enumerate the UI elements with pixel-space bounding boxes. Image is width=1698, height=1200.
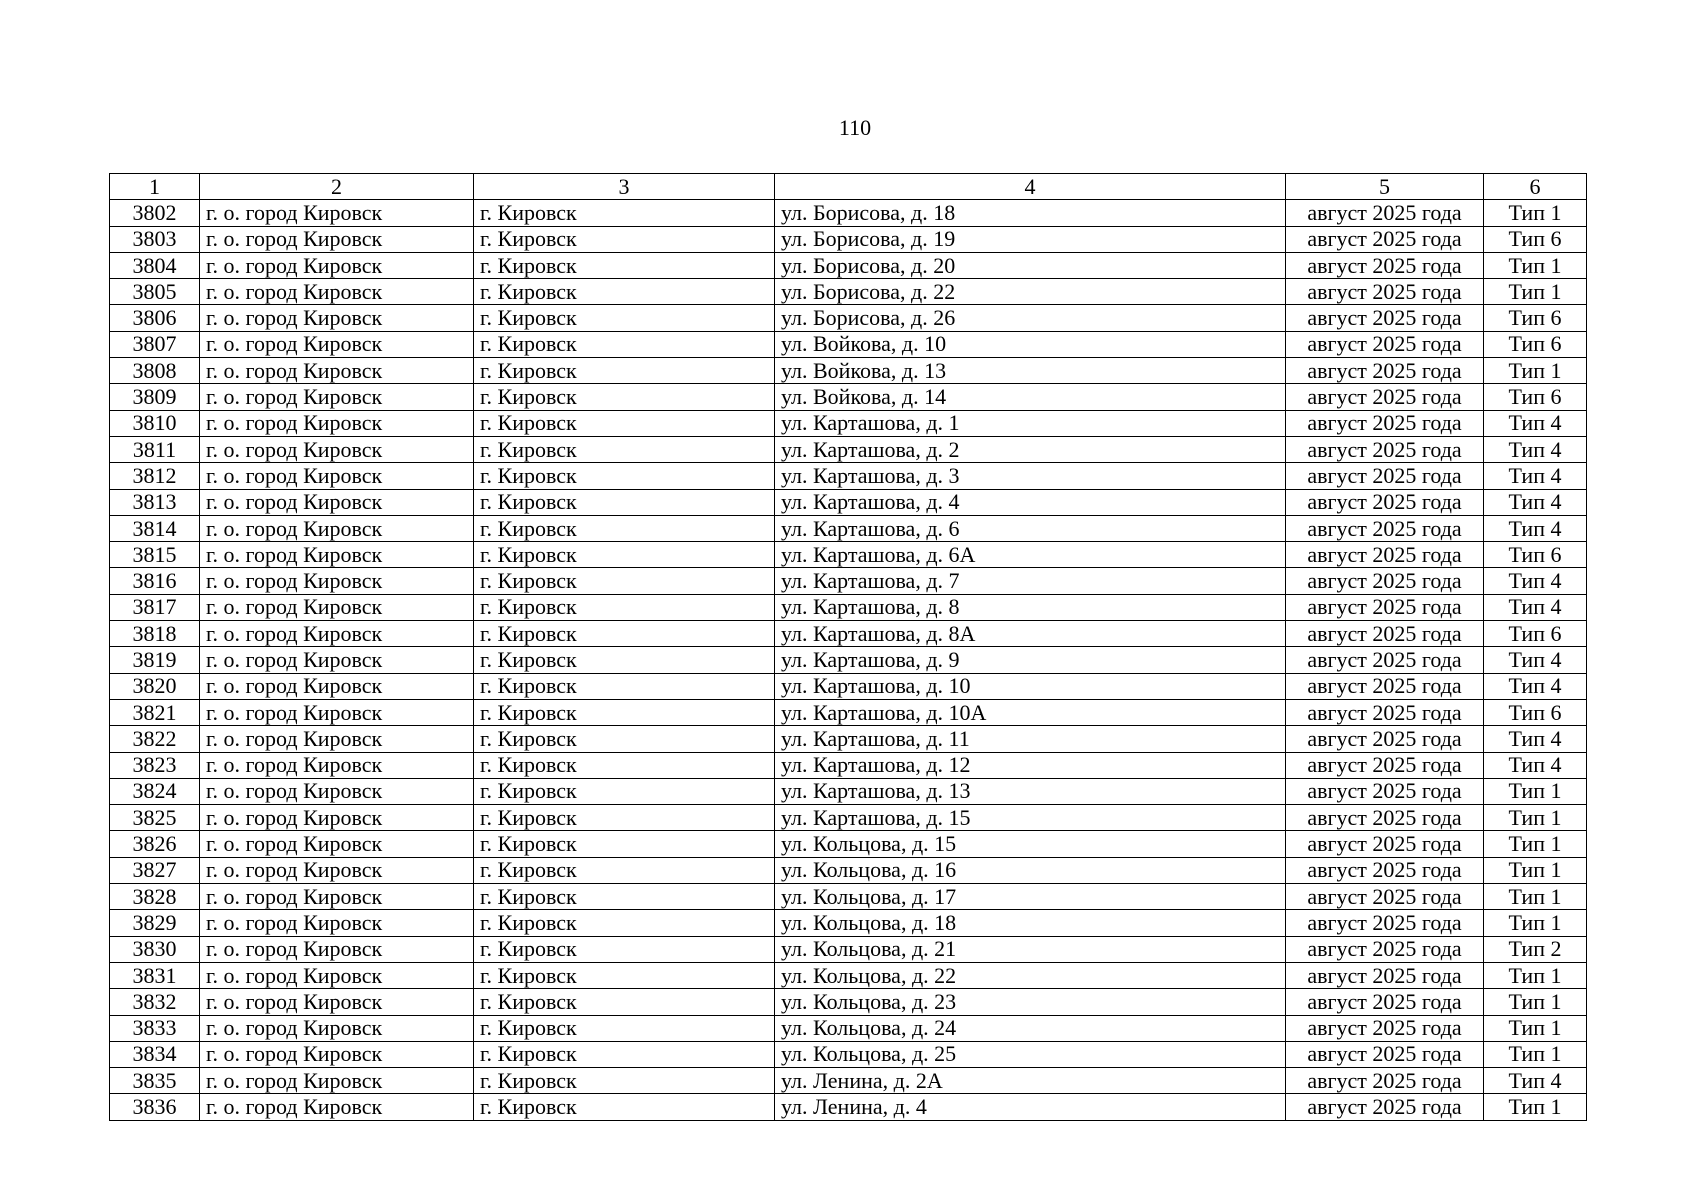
table-row xyxy=(110,436,1587,462)
settlement-cell: г. Кировск xyxy=(474,989,775,1015)
table-row xyxy=(110,1094,1587,1120)
municipality-cell: г. о. город Кировск xyxy=(200,962,474,988)
municipality-cell: г. о. город Кировск xyxy=(200,331,474,357)
column-header-2: 2 xyxy=(200,174,474,200)
row-number-cell: 3808 xyxy=(110,358,200,384)
table-row xyxy=(110,910,1587,936)
type-cell: Тип 4 xyxy=(1484,673,1587,699)
type-cell: Тип 4 xyxy=(1484,752,1587,778)
type-cell: Тип 1 xyxy=(1484,1015,1587,1041)
type-cell: Тип 1 xyxy=(1484,857,1587,883)
type-cell: Тип 1 xyxy=(1484,910,1587,936)
type-cell: Тип 6 xyxy=(1484,226,1587,252)
row-number-cell: 3806 xyxy=(110,305,200,331)
table-row xyxy=(110,621,1587,647)
address-cell: ул. Карташова, д. 3 xyxy=(775,463,1286,489)
period-cell: август 2025 года xyxy=(1286,200,1484,226)
table-row xyxy=(110,1068,1587,1094)
row-number-cell: 3822 xyxy=(110,726,200,752)
table-row xyxy=(110,226,1587,252)
address-cell: ул. Кольцова, д. 16 xyxy=(775,857,1286,883)
municipality-cell: г. о. город Кировск xyxy=(200,831,474,857)
type-cell: Тип 1 xyxy=(1484,1094,1587,1120)
settlement-cell: г. Кировск xyxy=(474,621,775,647)
settlement-cell: г. Кировск xyxy=(474,200,775,226)
settlement-cell: г. Кировск xyxy=(474,962,775,988)
municipality-cell: г. о. город Кировск xyxy=(200,1015,474,1041)
settlement-cell: г. Кировск xyxy=(474,331,775,357)
table-row xyxy=(110,989,1587,1015)
table-row xyxy=(110,1041,1587,1067)
settlement-cell: г. Кировск xyxy=(474,726,775,752)
settlement-cell: г. Кировск xyxy=(474,305,775,331)
table-row xyxy=(110,673,1587,699)
row-number-cell: 3836 xyxy=(110,1094,200,1120)
period-cell: август 2025 года xyxy=(1286,857,1484,883)
address-cell: ул. Войкова, д. 14 xyxy=(775,384,1286,410)
address-cell: ул. Карташова, д. 13 xyxy=(775,778,1286,804)
address-cell: ул. Карташова, д. 7 xyxy=(775,568,1286,594)
settlement-cell: г. Кировск xyxy=(474,857,775,883)
settlement-cell: г. Кировск xyxy=(474,568,775,594)
row-number-cell: 3828 xyxy=(110,884,200,910)
settlement-cell: г. Кировск xyxy=(474,542,775,568)
row-number-cell: 3803 xyxy=(110,226,200,252)
row-number-cell: 3815 xyxy=(110,542,200,568)
type-cell: Тип 1 xyxy=(1484,200,1587,226)
municipality-cell: г. о. город Кировск xyxy=(200,226,474,252)
period-cell: август 2025 года xyxy=(1286,1015,1484,1041)
settlement-cell: г. Кировск xyxy=(474,752,775,778)
settlement-cell: г. Кировск xyxy=(474,699,775,725)
table-row xyxy=(110,726,1587,752)
municipality-cell: г. о. город Кировск xyxy=(200,252,474,278)
row-number-cell: 3809 xyxy=(110,384,200,410)
address-cell: ул. Карташова, д. 6 xyxy=(775,515,1286,541)
municipality-cell: г. о. город Кировск xyxy=(200,200,474,226)
municipality-cell: г. о. город Кировск xyxy=(200,594,474,620)
period-cell: август 2025 года xyxy=(1286,621,1484,647)
municipality-cell: г. о. город Кировск xyxy=(200,384,474,410)
period-cell: август 2025 года xyxy=(1286,252,1484,278)
address-cell: ул. Карташова, д. 10 xyxy=(775,673,1286,699)
municipality-cell: г. о. город Кировск xyxy=(200,1068,474,1094)
row-number-cell: 3805 xyxy=(110,279,200,305)
settlement-cell: г. Кировск xyxy=(474,515,775,541)
settlement-cell: г. Кировск xyxy=(474,778,775,804)
address-cell: ул. Кольцова, д. 24 xyxy=(775,1015,1286,1041)
row-number-cell: 3814 xyxy=(110,515,200,541)
municipality-cell: г. о. город Кировск xyxy=(200,989,474,1015)
municipality-cell: г. о. город Кировск xyxy=(200,857,474,883)
municipality-cell: г. о. город Кировск xyxy=(200,884,474,910)
municipality-cell: г. о. город Кировск xyxy=(200,279,474,305)
table-row xyxy=(110,831,1587,857)
row-number-cell: 3826 xyxy=(110,831,200,857)
period-cell: август 2025 года xyxy=(1286,226,1484,252)
type-cell: Тип 6 xyxy=(1484,331,1587,357)
address-cell: ул. Кольцова, д. 17 xyxy=(775,884,1286,910)
row-number-cell: 3833 xyxy=(110,1015,200,1041)
address-cell: ул. Кольцова, д. 23 xyxy=(775,989,1286,1015)
type-cell: Тип 4 xyxy=(1484,489,1587,515)
municipality-cell: г. о. город Кировск xyxy=(200,436,474,462)
type-cell: Тип 4 xyxy=(1484,463,1587,489)
period-cell: август 2025 года xyxy=(1286,279,1484,305)
address-cell: ул. Карташова, д. 8 xyxy=(775,594,1286,620)
table-row xyxy=(110,515,1587,541)
table-row xyxy=(110,568,1587,594)
type-cell: Тип 4 xyxy=(1484,1068,1587,1094)
address-cell: ул. Карташова, д. 15 xyxy=(775,805,1286,831)
period-cell: август 2025 года xyxy=(1286,568,1484,594)
period-cell: август 2025 года xyxy=(1286,989,1484,1015)
type-cell: Тип 1 xyxy=(1484,989,1587,1015)
row-number-cell: 3807 xyxy=(110,331,200,357)
period-cell: август 2025 года xyxy=(1286,1068,1484,1094)
period-cell: август 2025 года xyxy=(1286,910,1484,936)
address-cell: ул. Кольцова, д. 18 xyxy=(775,910,1286,936)
settlement-cell: г. Кировск xyxy=(474,884,775,910)
table-row xyxy=(110,936,1587,962)
type-cell: Тип 6 xyxy=(1484,305,1587,331)
period-cell: август 2025 года xyxy=(1286,962,1484,988)
row-number-cell: 3824 xyxy=(110,778,200,804)
table-row xyxy=(110,252,1587,278)
address-cell: ул. Войкова, д. 13 xyxy=(775,358,1286,384)
address-cell: ул. Борисова, д. 26 xyxy=(775,305,1286,331)
column-header-6: 6 xyxy=(1484,174,1587,200)
row-number-cell: 3832 xyxy=(110,989,200,1015)
municipality-cell: г. о. город Кировск xyxy=(200,778,474,804)
row-number-cell: 3804 xyxy=(110,252,200,278)
type-cell: Тип 1 xyxy=(1484,1041,1587,1067)
type-cell: Тип 1 xyxy=(1484,884,1587,910)
row-number-cell: 3816 xyxy=(110,568,200,594)
municipality-cell: г. о. город Кировск xyxy=(200,463,474,489)
table-row xyxy=(110,384,1587,410)
address-cell: ул. Кольцова, д. 22 xyxy=(775,962,1286,988)
type-cell: Тип 6 xyxy=(1484,699,1587,725)
period-cell: август 2025 года xyxy=(1286,489,1484,515)
settlement-cell: г. Кировск xyxy=(474,647,775,673)
municipality-cell: г. о. город Кировск xyxy=(200,542,474,568)
settlement-cell: г. Кировск xyxy=(474,1015,775,1041)
row-number-cell: 3823 xyxy=(110,752,200,778)
column-header-4: 4 xyxy=(775,174,1286,200)
type-cell: Тип 6 xyxy=(1484,621,1587,647)
settlement-cell: г. Кировск xyxy=(474,463,775,489)
municipality-cell: г. о. город Кировск xyxy=(200,752,474,778)
table-row xyxy=(110,594,1587,620)
period-cell: август 2025 года xyxy=(1286,331,1484,357)
municipality-cell: г. о. город Кировск xyxy=(200,358,474,384)
table-row xyxy=(110,778,1587,804)
row-number-cell: 3834 xyxy=(110,1041,200,1067)
type-cell: Тип 4 xyxy=(1484,436,1587,462)
table-row xyxy=(110,752,1587,778)
type-cell: Тип 1 xyxy=(1484,831,1587,857)
column-header-3: 3 xyxy=(474,174,775,200)
municipality-cell: г. о. город Кировск xyxy=(200,489,474,515)
row-number-cell: 3821 xyxy=(110,699,200,725)
row-number-cell: 3829 xyxy=(110,910,200,936)
table-row xyxy=(110,962,1587,988)
row-number-cell: 3820 xyxy=(110,673,200,699)
type-cell: Тип 1 xyxy=(1484,279,1587,305)
period-cell: август 2025 года xyxy=(1286,673,1484,699)
period-cell: август 2025 года xyxy=(1286,699,1484,725)
settlement-cell: г. Кировск xyxy=(474,1041,775,1067)
housing-registry-table xyxy=(109,173,1587,1121)
type-cell: Тип 1 xyxy=(1484,805,1587,831)
row-number-cell: 3830 xyxy=(110,936,200,962)
period-cell: август 2025 года xyxy=(1286,305,1484,331)
row-number-cell: 3811 xyxy=(110,436,200,462)
address-cell: ул. Карташова, д. 1 xyxy=(775,410,1286,436)
settlement-cell: г. Кировск xyxy=(474,1068,775,1094)
row-number-cell: 3831 xyxy=(110,962,200,988)
address-cell: ул. Карташова, д. 12 xyxy=(775,752,1286,778)
municipality-cell: г. о. город Кировск xyxy=(200,621,474,647)
period-cell: август 2025 года xyxy=(1286,1041,1484,1067)
type-cell: Тип 1 xyxy=(1484,778,1587,804)
table-row xyxy=(110,200,1587,226)
settlement-cell: г. Кировск xyxy=(474,831,775,857)
period-cell: август 2025 года xyxy=(1286,384,1484,410)
period-cell: август 2025 года xyxy=(1286,752,1484,778)
address-cell: ул. Карташова, д. 10А xyxy=(775,699,1286,725)
address-cell: ул. Борисова, д. 18 xyxy=(775,200,1286,226)
settlement-cell: г. Кировск xyxy=(474,910,775,936)
type-cell: Тип 6 xyxy=(1484,384,1587,410)
period-cell: август 2025 года xyxy=(1286,515,1484,541)
table-row xyxy=(110,463,1587,489)
type-cell: Тип 1 xyxy=(1484,252,1587,278)
settlement-cell: г. Кировск xyxy=(474,489,775,515)
municipality-cell: г. о. город Кировск xyxy=(200,936,474,962)
address-cell: ул. Борисова, д. 19 xyxy=(775,226,1286,252)
row-number-cell: 3810 xyxy=(110,410,200,436)
type-cell: Тип 2 xyxy=(1484,936,1587,962)
municipality-cell: г. о. город Кировск xyxy=(200,699,474,725)
address-cell: ул. Карташова, д. 8А xyxy=(775,621,1286,647)
period-cell: август 2025 года xyxy=(1286,410,1484,436)
table-row xyxy=(110,884,1587,910)
table-header-row xyxy=(110,174,1587,200)
settlement-cell: г. Кировск xyxy=(474,436,775,462)
address-cell: ул. Кольцова, д. 15 xyxy=(775,831,1286,857)
municipality-cell: г. о. город Кировск xyxy=(200,805,474,831)
address-cell: ул. Ленина, д. 4 xyxy=(775,1094,1286,1120)
settlement-cell: г. Кировск xyxy=(474,673,775,699)
type-cell: Тип 6 xyxy=(1484,542,1587,568)
row-number-cell: 3827 xyxy=(110,857,200,883)
column-header-5: 5 xyxy=(1286,174,1484,200)
row-number-cell: 3802 xyxy=(110,200,200,226)
address-cell: ул. Карташова, д. 6А xyxy=(775,542,1286,568)
address-cell: ул. Ленина, д. 2А xyxy=(775,1068,1286,1094)
address-cell: ул. Кольцова, д. 25 xyxy=(775,1041,1286,1067)
page-number: 110 xyxy=(838,115,872,140)
settlement-cell: г. Кировск xyxy=(474,1094,775,1120)
settlement-cell: г. Кировск xyxy=(474,358,775,384)
address-cell: ул. Борисова, д. 20 xyxy=(775,252,1286,278)
period-cell: август 2025 года xyxy=(1286,884,1484,910)
type-cell: Тип 4 xyxy=(1484,594,1587,620)
row-number-cell: 3818 xyxy=(110,621,200,647)
row-number-cell: 3817 xyxy=(110,594,200,620)
period-cell: август 2025 года xyxy=(1286,726,1484,752)
period-cell: август 2025 года xyxy=(1286,647,1484,673)
period-cell: август 2025 года xyxy=(1286,831,1484,857)
municipality-cell: г. о. город Кировск xyxy=(200,673,474,699)
municipality-cell: г. о. город Кировск xyxy=(200,410,474,436)
table-row xyxy=(110,410,1587,436)
table-row xyxy=(110,857,1587,883)
municipality-cell: г. о. город Кировск xyxy=(200,1094,474,1120)
settlement-cell: г. Кировск xyxy=(474,936,775,962)
table-body xyxy=(110,200,1587,1120)
type-cell: Тип 4 xyxy=(1484,568,1587,594)
row-number-cell: 3819 xyxy=(110,647,200,673)
address-cell: ул. Карташова, д. 4 xyxy=(775,489,1286,515)
table-row xyxy=(110,542,1587,568)
municipality-cell: г. о. город Кировск xyxy=(200,568,474,594)
settlement-cell: г. Кировск xyxy=(474,805,775,831)
settlement-cell: г. Кировск xyxy=(474,384,775,410)
table-row xyxy=(110,358,1587,384)
row-number-cell: 3813 xyxy=(110,489,200,515)
settlement-cell: г. Кировск xyxy=(474,279,775,305)
address-cell: ул. Войкова, д. 10 xyxy=(775,331,1286,357)
table-row xyxy=(110,331,1587,357)
settlement-cell: г. Кировск xyxy=(474,252,775,278)
period-cell: август 2025 года xyxy=(1286,936,1484,962)
row-number-cell: 3812 xyxy=(110,463,200,489)
address-cell: ул. Карташова, д. 11 xyxy=(775,726,1286,752)
type-cell: Тип 4 xyxy=(1484,647,1587,673)
table-row xyxy=(110,489,1587,515)
period-cell: август 2025 года xyxy=(1286,358,1484,384)
type-cell: Тип 1 xyxy=(1484,962,1587,988)
address-cell: ул. Карташова, д. 2 xyxy=(775,436,1286,462)
address-cell: ул. Карташова, д. 9 xyxy=(775,647,1286,673)
period-cell: август 2025 года xyxy=(1286,805,1484,831)
municipality-cell: г. о. город Кировск xyxy=(200,515,474,541)
municipality-cell: г. о. город Кировск xyxy=(200,305,474,331)
period-cell: август 2025 года xyxy=(1286,542,1484,568)
period-cell: август 2025 года xyxy=(1286,463,1484,489)
type-cell: Тип 1 xyxy=(1484,358,1587,384)
column-header-1: 1 xyxy=(110,174,200,200)
period-cell: август 2025 года xyxy=(1286,594,1484,620)
table-row xyxy=(110,305,1587,331)
table-row xyxy=(110,1015,1587,1041)
settlement-cell: г. Кировск xyxy=(474,594,775,620)
table-row xyxy=(110,647,1587,673)
table-row xyxy=(110,805,1587,831)
type-cell: Тип 4 xyxy=(1484,410,1587,436)
row-number-cell: 3835 xyxy=(110,1068,200,1094)
row-number-cell: 3825 xyxy=(110,805,200,831)
address-cell: ул. Борисова, д. 22 xyxy=(775,279,1286,305)
municipality-cell: г. о. город Кировск xyxy=(200,726,474,752)
settlement-cell: г. Кировск xyxy=(474,410,775,436)
municipality-cell: г. о. город Кировск xyxy=(200,1041,474,1067)
type-cell: Тип 4 xyxy=(1484,515,1587,541)
municipality-cell: г. о. город Кировск xyxy=(200,910,474,936)
period-cell: август 2025 года xyxy=(1286,436,1484,462)
table-row xyxy=(110,279,1587,305)
address-cell: ул. Кольцова, д. 21 xyxy=(775,936,1286,962)
type-cell: Тип 4 xyxy=(1484,726,1587,752)
settlement-cell: г. Кировск xyxy=(474,226,775,252)
period-cell: август 2025 года xyxy=(1286,778,1484,804)
period-cell: август 2025 года xyxy=(1286,1094,1484,1120)
municipality-cell: г. о. город Кировск xyxy=(200,647,474,673)
table-row xyxy=(110,699,1587,725)
